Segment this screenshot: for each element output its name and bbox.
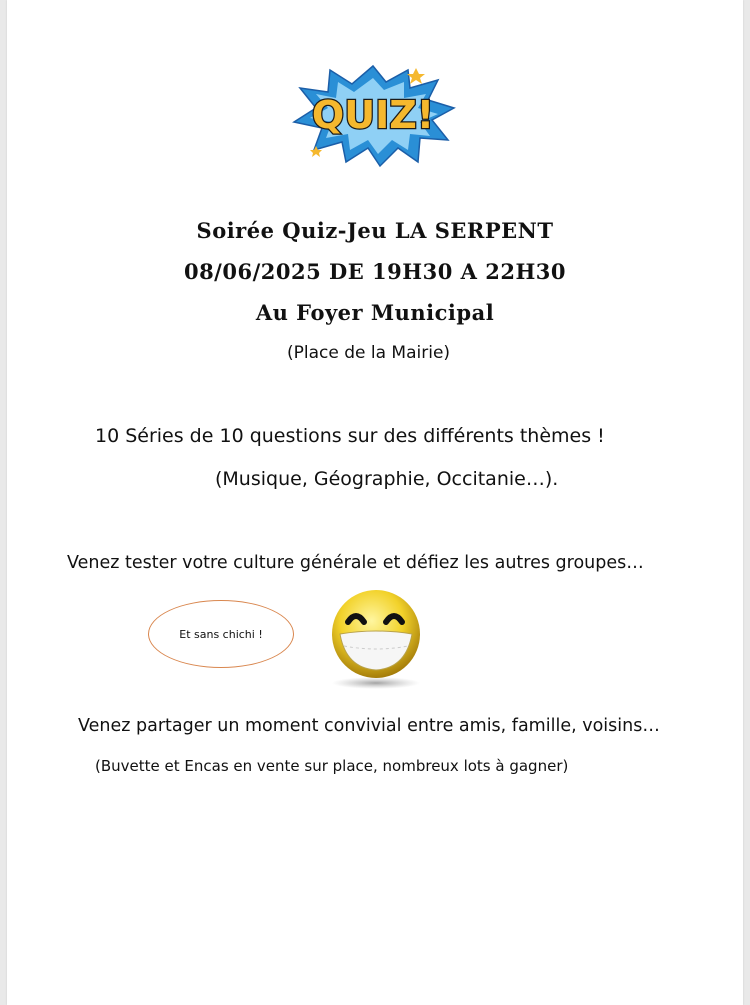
series-text: 10 Séries de 10 questions sur des différents thèmes ! — [95, 425, 605, 447]
event-datetime: 08/06/2025 DE 19H30 A 22H30 — [183, 259, 567, 284]
speech-bubble — [148, 600, 294, 668]
event-title: Soirée Quiz-Jeu LA SERPENT — [196, 218, 554, 243]
speech-bubble-text: Et sans chichi ! — [179, 627, 263, 641]
themes-text: (Musique, Géographie, Occitanie…). — [215, 468, 559, 490]
extras-text: (Buvette et Encas en vente sur place, nombreux lots à gagner) — [95, 757, 569, 775]
event-venue: Au Foyer Municipal — [255, 300, 495, 325]
share-text: Venez partager un moment convivial entre amis, famille, voisins… — [78, 716, 660, 736]
quiz-logo-text: QUIZ! — [311, 93, 435, 137]
venue-detail: (Place de la Mairie) — [287, 343, 451, 363]
challenge-text: Venez tester votre culture générale et défiez les autres groupes… — [67, 553, 644, 573]
grinning-smiley-icon — [326, 588, 426, 690]
quiz-logo — [288, 62, 458, 170]
